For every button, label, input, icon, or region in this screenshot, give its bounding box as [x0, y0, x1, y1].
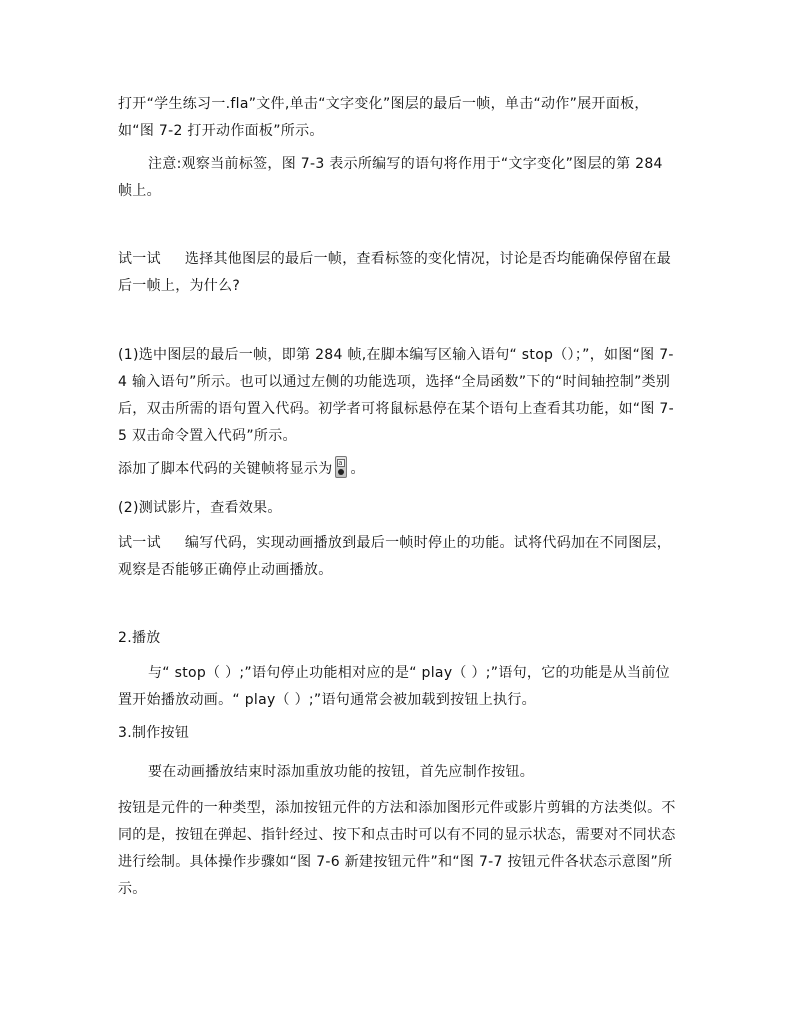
paragraph-keyframe-note	[118, 456, 678, 483]
paragraph-note: 注意:观察当前标签，图 7-3 表示所编写的语句将作用于“文字变化”图层的第 284 帧上。	[118, 156, 663, 199]
paragraph-step-one: (1)选中图层的最后一帧，即第 284 帧,在脚本编写区输入语句“ stop（）；”，如图“图 7-4 输入语句”所示。也可以通过左侧的功能选项，选择“全局函数”下的“时间轴控制”类别后，双击所需的语句置入代码。初学者可将鼠标悬停在某个语句上查看其功能，如“图 7-5 双击命令置入代码”所示。	[118, 347, 674, 444]
paragraph-open-file: 打开“学生练习一.fla”文件,单击“文字变化”图层的最后一帧，单击“动作”展开面板，如“图 7-2 打开动作面板”所示。	[118, 96, 649, 139]
try-text: 编写代码，实现动画播放到最后一帧时停止的功能。试将代码加在不同图层，观察是否能够正确停止动画播放。	[118, 535, 672, 578]
keyframe-note-end: 。	[350, 461, 365, 477]
heading-play: 2.播放	[118, 630, 161, 646]
keyframe-script-icon: a	[335, 456, 347, 478]
paragraph-try-two	[118, 530, 678, 584]
try-label: 试一试	[118, 251, 161, 267]
paragraph-try-one	[118, 246, 678, 300]
try-text: 选择其他图层的最后一帧，查看标签的变化情况，讨论是否均能确保停留在最后一帧上，为什么?	[118, 251, 672, 294]
paragraph-step-two: (2)测试影片，查看效果。	[118, 500, 282, 516]
keyframe-note-text: 添加了脚本代码的关键帧将显示为	[118, 461, 333, 477]
try-label: 试一试	[118, 535, 161, 551]
paragraph-play: 与“ stop（ ）;”语句停止功能相对应的是“ play（ ）;”语句，它的功能是从当前位置开始播放动画。“ play（ ）;”语句通常会被加载到按钮上执行。	[118, 665, 670, 708]
paragraph-button-intro: 要在动画播放结束时添加重放功能的按钮，首先应制作按钮。	[148, 764, 535, 780]
heading-make-button: 3.制作按钮	[118, 725, 190, 741]
paragraph-button-detail: 按钮是元件的一种类型，添加按钮元件的方法和添加图形元件或影片剪辑的方法类似。不同的是，按钮在弹起、指针经过、按下和点击时可以有不同的显示状态，需要对不同状态进行绘制。具体操作步骤如“图 7-6 新建按钮元件”和“图 7-7 按钮元件各状态示意图”所示。	[118, 800, 676, 897]
